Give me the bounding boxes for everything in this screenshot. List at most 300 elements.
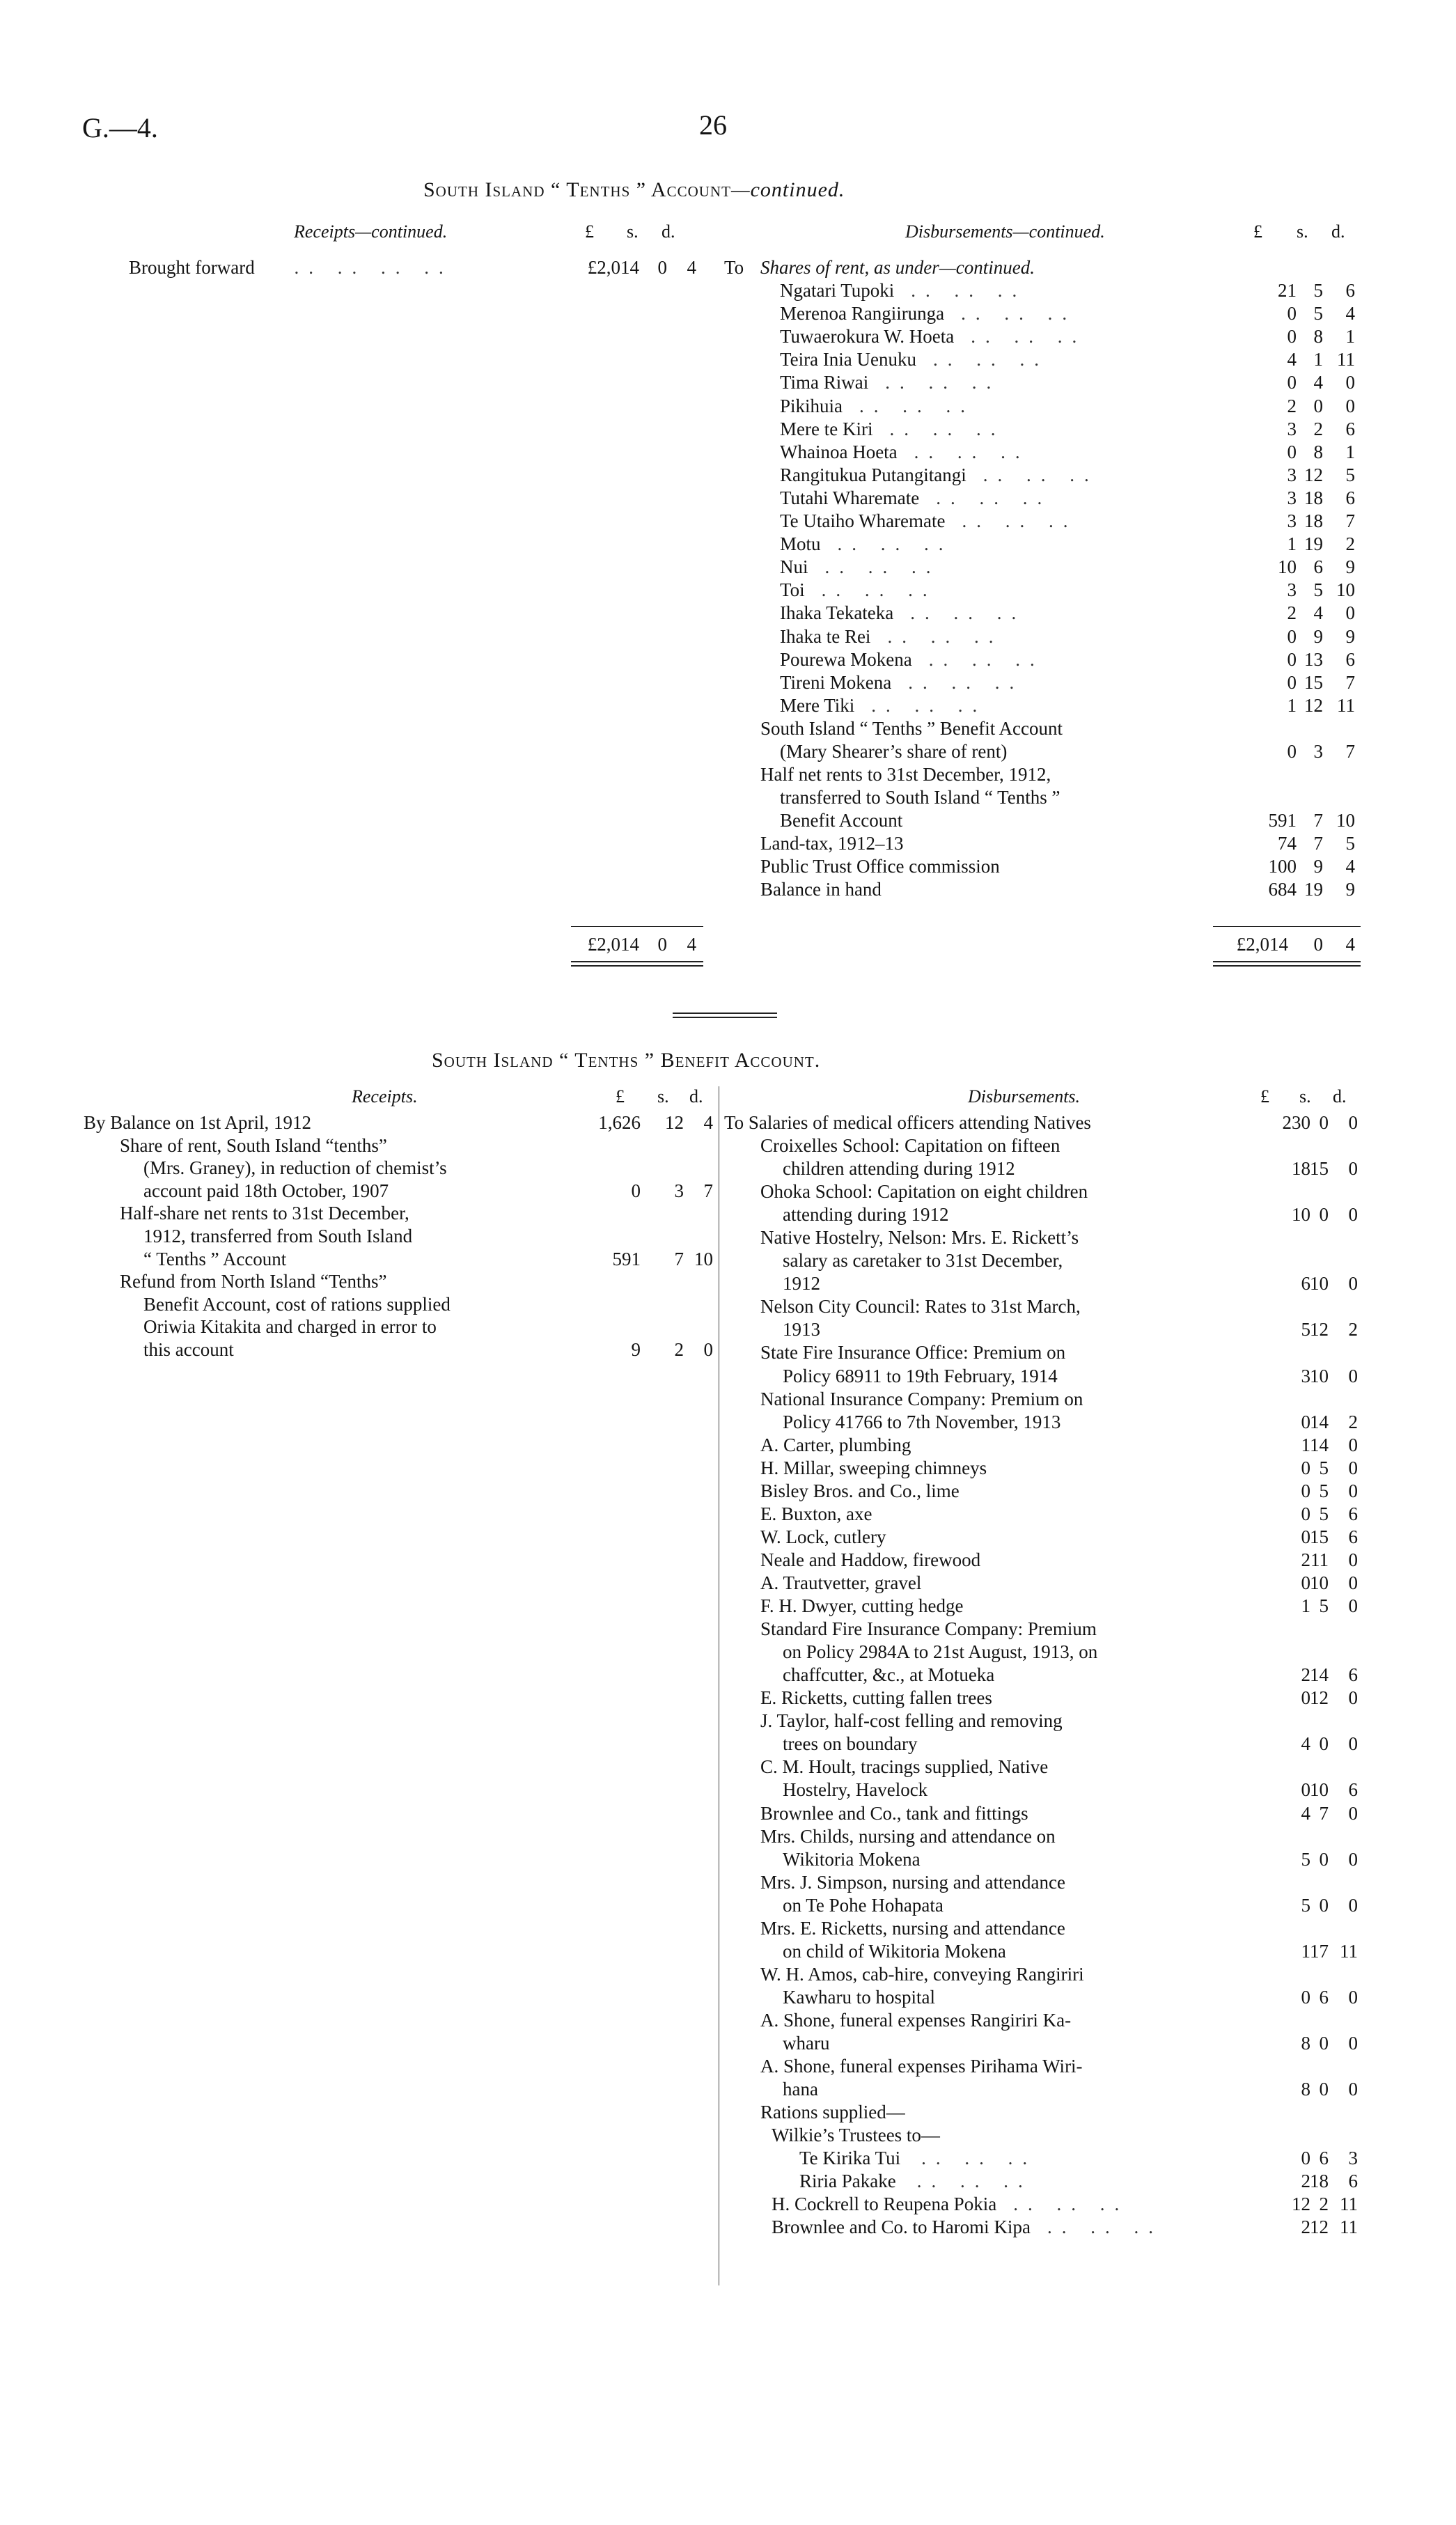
amount-pounds: 2 [1287, 396, 1297, 416]
ration-name: Te Kirika Tui [799, 2148, 901, 2168]
share-name: Motu [780, 533, 821, 554]
amount-shillings: 19 [1304, 533, 1323, 554]
disbursement-line: Mrs. Childs, nursing and attendance on [760, 1826, 1056, 1847]
amount-pounds: 0 [1301, 1503, 1310, 1524]
total-right-pounds: £2,014 [1236, 934, 1288, 955]
amount-shillings: 10 [1310, 1366, 1329, 1386]
dot-leader: .. .. .. [889, 419, 1005, 439]
amount-pounds: 6 [1301, 1273, 1310, 1294]
disbursement-line: 1913 [783, 1319, 820, 1340]
disbursement-line: State Fire Insurance Office: Premium on [760, 1342, 1066, 1363]
unit-pence: d. [689, 1086, 703, 1107]
disbursement-line: Policy 68911 to 19th February, 1914 [783, 1366, 1058, 1386]
disbursement-line: hana [783, 2079, 818, 2100]
unit-pounds: £ [616, 1086, 625, 1107]
amount-pounds: 5 [1301, 1895, 1310, 1916]
disbursement-line: Croixelles School: Capitation on fifteen [760, 1135, 1060, 1156]
amount-pounds: 3 [1287, 510, 1297, 531]
amount-pence: 1 [1345, 326, 1355, 347]
amount-shillings: 18 [1310, 2171, 1329, 2191]
share-name: Whainoa Hoeta [780, 441, 898, 462]
section1-receipts-heading: Receipts—continued. [294, 221, 448, 242]
dot-leader: .. .. .. [983, 464, 1099, 485]
amount-pence: 4 [1345, 856, 1355, 877]
page-number: 26 [699, 109, 727, 141]
disbursement-line: Balance in hand [760, 879, 882, 900]
amount-pence: 9 [1345, 626, 1355, 647]
amount-shillings: 15 [1310, 1158, 1329, 1179]
amount-shillings: 0 [1319, 1849, 1329, 1870]
to-prefix: To [724, 257, 744, 278]
amount-shillings: 12 [1310, 2217, 1329, 2237]
amount-pence: 6 [1345, 419, 1355, 439]
disbursement-line: on Te Pohe Hohapata [783, 1895, 944, 1916]
disbursement-line: children attending during 1912 [783, 1158, 1015, 1179]
amount-shillings: 0 [1319, 2033, 1329, 2054]
dot-leader: .. .. .. [859, 396, 976, 416]
amount-pounds: 591 [1268, 810, 1297, 831]
share-row [780, 395, 975, 418]
dot-leader: .. .. .. [1013, 2194, 1129, 2214]
amount-shillings: 5 [1319, 1595, 1329, 1616]
amount-shillings: 7 [1319, 1803, 1329, 1824]
amount-shillings: 13 [1304, 649, 1323, 670]
amount-pence: 0 [1348, 1595, 1358, 1616]
disbursement-line: transferred to South Island “ Tenths ” [780, 787, 1060, 808]
amount-pounds: 0 [1287, 649, 1297, 670]
disbursement-line: A. Carter, plumbing [760, 1435, 911, 1455]
receipt-line: Benefit Account, cost of rations supplied [143, 1294, 451, 1315]
amount-pounds: 1 [1287, 695, 1297, 716]
amount-pence: 7 [1345, 741, 1355, 762]
disbursement-line: Brownlee and Co., tank and fittings [760, 1803, 1028, 1824]
amount-pence: 6 [1348, 1779, 1358, 1800]
receipt-line: (Mrs. Graney), in reduction of chemist’s [143, 1157, 447, 1178]
amount-shillings: 6 [1319, 1987, 1329, 2008]
unit-shillings: s. [627, 221, 639, 242]
share-name: Toi [780, 579, 805, 600]
share-name: Teira Inia Uenuku [780, 349, 917, 370]
share-row [780, 579, 937, 602]
amount-pence: 11 [1340, 1941, 1358, 1962]
amount-pence: 11 [1340, 2194, 1358, 2214]
amount-shillings: 4 [1313, 372, 1323, 393]
disbursement-line: Public Trust Office commission [760, 856, 1000, 877]
share-row [780, 671, 1024, 694]
amount-pounds: 5 [1301, 1849, 1310, 1870]
amount-shillings: 11 [1310, 1549, 1329, 1570]
amount-pence: 0 [1348, 1480, 1358, 1501]
disbursement-line: on Policy 2984A to 21st August, 1913, on [783, 1641, 1098, 1662]
amount-pence: 2 [1348, 1319, 1358, 1340]
disbursement-line: wharu [783, 2033, 830, 2054]
amount-pence: 3 [1348, 2148, 1358, 2168]
amount-shillings: 14 [1310, 1412, 1329, 1432]
dot-leader: .. .. .. [921, 2148, 1038, 2168]
amount-pence: 0 [1348, 1457, 1358, 1478]
total-left-pence: 4 [687, 934, 696, 955]
receipt-line: Refund from North Island “Tenths” [120, 1271, 387, 1292]
ration-name: Brownlee and Co. to Haromi Kipa [772, 2217, 1031, 2237]
amount-pounds: 0 [1287, 626, 1297, 647]
total-rule [571, 965, 703, 967]
disbursement-line: Hostelry, Havelock [783, 1779, 928, 1800]
disbursement-line: Neale and Haddow, firewood [760, 1549, 981, 1570]
amount-pounds: 3 [1301, 1366, 1310, 1386]
amount-shillings: 0 [1319, 2079, 1329, 2100]
amount-shillings: 6 [1313, 556, 1323, 577]
amount-shillings: 6 [1319, 2148, 1329, 2168]
section2-disb-heading: Disbursements. [968, 1086, 1081, 1107]
receipt-line: 1912, transferred from South Island [143, 1226, 413, 1246]
amount-pence: 0 [1348, 2033, 1358, 2054]
share-row [780, 302, 1077, 325]
amount-shillings: 12 [1304, 464, 1323, 485]
dot-leader: .. .. .. [885, 372, 1001, 393]
ration-row [772, 2193, 1129, 2216]
amount-pence: 7 [703, 1180, 713, 1201]
dot-leader: .. .. .. [824, 556, 941, 577]
amount-pence: 11 [1337, 349, 1355, 370]
amount-pounds: 21 [1278, 280, 1297, 301]
disbursement-line: chaffcutter, &c., at Motueka [783, 1664, 995, 1685]
disbursement-line: Mrs. E. Ricketts, nursing and attendance [760, 1918, 1065, 1939]
ration-row [772, 2216, 1163, 2239]
disbursement-line: Native Hostelry, Nelson: Mrs. E. Rickett’s [760, 1227, 1079, 1248]
amount-pounds: £2,014 [587, 257, 639, 278]
unit-pounds: £ [1260, 1086, 1269, 1107]
share-name: Mere Tiki [780, 695, 855, 716]
amount-pounds: 0 [1287, 741, 1297, 762]
amount-pounds: 0 [1301, 1779, 1310, 1800]
dot-leader: .. .. .. [908, 672, 1024, 693]
dot-leader: .. .. .. [933, 349, 1049, 370]
disbursement-line: on child of Wikitoria Mokena [783, 1941, 1006, 1962]
amount-pounds: 2 [1301, 1664, 1310, 1685]
disbursement-line: (Mary Shearer’s share of rent) [780, 741, 1008, 762]
disbursement-line: Ohoka School: Capitation on eight children [760, 1181, 1088, 1202]
unit-pence: d. [1333, 1086, 1347, 1107]
amount-pence: 4 [703, 1112, 713, 1133]
amount-pounds: 12 [1292, 2194, 1310, 2214]
dot-leader: .. .. .. [821, 579, 937, 600]
subtotal-rule [571, 926, 703, 927]
amount-pence: 0 [1348, 1987, 1358, 2008]
amount-pence: 0 [1348, 1572, 1358, 1593]
total-right-shillings: 0 [1313, 934, 1323, 955]
amount-shillings: 5 [1313, 280, 1323, 301]
dot-leader: .. .. .. [837, 533, 953, 554]
amount-pounds: 1 [1301, 1595, 1310, 1616]
amount-pence: 11 [1337, 695, 1355, 716]
disbursement-line: salary as caretaker to 31st December, [783, 1250, 1063, 1271]
share-row [780, 510, 1078, 533]
dot-leader: .. .. .. [887, 626, 1003, 647]
page-ref: G.—4. [82, 112, 158, 143]
share-row [780, 441, 1030, 464]
amount-pounds: 9 [631, 1339, 641, 1360]
amount-shillings: 2 [1319, 2194, 1329, 2214]
amount-shillings: 12 [665, 1112, 684, 1133]
disbursement-line: National Insurance Company: Premium on [760, 1389, 1083, 1409]
total-right-pence: 4 [1345, 934, 1355, 955]
amount-pence: 11 [1340, 2217, 1358, 2237]
share-name: Nui [780, 556, 808, 577]
amount-shillings: 0 [1319, 1733, 1329, 1754]
ration-name: Riria Pakake [799, 2171, 896, 2191]
share-name: Mere te Kiri [780, 419, 873, 439]
share-row [780, 556, 941, 579]
amount-pence: 6 [1348, 1526, 1358, 1547]
rations-heading: Rations supplied— [760, 2102, 905, 2123]
share-row [780, 464, 1099, 487]
amount-pounds: 3 [1287, 487, 1297, 508]
dot-leader: .. .. .. [962, 510, 1078, 531]
amount-shillings: 2 [674, 1339, 684, 1360]
amount-pence: 6 [1345, 280, 1355, 301]
share-name: Tuwaerokura W. Hoeta [780, 326, 955, 347]
unit-shillings: s. [657, 1086, 669, 1107]
disbursement-line: W. Lock, cutlery [760, 1526, 886, 1547]
amount-shillings: 3 [1313, 741, 1323, 762]
amount-shillings: 5 [1313, 579, 1323, 600]
amount-pounds: 1 [1301, 1435, 1310, 1455]
amount-pounds: 1,626 [598, 1112, 641, 1133]
receipt-line: Half-share net rents to 31st December, [120, 1203, 409, 1224]
disbursement-line: E. Buxton, axe [760, 1503, 872, 1524]
share-name: Merenoa Rangiirunga [780, 303, 945, 324]
amount-pounds: 230 [1282, 1112, 1310, 1133]
amount-pence: 7 [1345, 510, 1355, 531]
amount-pounds: 2 [1287, 602, 1297, 623]
share-row [780, 279, 1026, 302]
receipt-line: account paid 18th October, 1907 [143, 1180, 389, 1201]
amount-pounds: 0 [1301, 1526, 1310, 1547]
receipt-line: Share of rent, South Island “tenths” [120, 1135, 387, 1156]
amount-shillings: 14 [1310, 1435, 1329, 1455]
disbursement-line: Nelson City Council: Rates to 31st March, [760, 1296, 1081, 1317]
amount-shillings: 10 [1310, 1273, 1329, 1294]
amount-pence: 0 [1348, 1366, 1358, 1386]
amount-pounds: 2 [1301, 2217, 1310, 2237]
total-left-pounds: £2,014 [587, 934, 639, 955]
share-row [780, 487, 1051, 510]
amount-pence: 0 [1348, 1849, 1358, 1870]
amount-shillings: 5 [1313, 303, 1323, 324]
amount-pounds: 0 [1287, 441, 1297, 462]
total-left-shillings: 0 [657, 934, 667, 955]
amount-shillings: 9 [1313, 626, 1323, 647]
amount-pounds: 0 [1301, 2148, 1310, 2168]
disbursement-line: W. H. Amos, cab-hire, conveying Rangiriri [760, 1964, 1084, 1985]
disbursement-line: Kawharu to hospital [783, 1987, 935, 2008]
section2-receipts-heading: Receipts. [352, 1086, 418, 1107]
share-name: Tima Riwai [780, 372, 869, 393]
amount-pence: 6 [1348, 2171, 1358, 2191]
disbursement-line: J. Taylor, half-cost felling and removing [760, 1710, 1063, 1731]
disbursement-line: Half net rents to 31st December, 1912, [760, 764, 1051, 785]
amount-pounds: 2 [1301, 1549, 1310, 1570]
amount-pence: 6 [1348, 1503, 1358, 1524]
receipt-line: By Balance on 1st April, 1912 [84, 1112, 311, 1133]
disbursement-line: C. M. Hoult, tracings supplied, Native [760, 1756, 1049, 1777]
amount-shillings: 18 [1304, 487, 1323, 508]
amount-pence: 0 [1348, 1803, 1358, 1824]
dot-leader: .. .. .. [928, 649, 1044, 670]
disbursement-line: To Salaries of medical officers attending Natives [724, 1112, 1091, 1133]
amount-shillings: 4 [1313, 602, 1323, 623]
share-row [780, 325, 1086, 348]
amount-shillings: 7 [674, 1249, 684, 1269]
amount-pounds: 3 [1287, 464, 1297, 485]
amount-shillings: 7 [1313, 810, 1323, 831]
disbursement-line: F. H. Dwyer, cutting hedge [760, 1595, 964, 1616]
amount-pounds: 0 [1301, 1572, 1310, 1593]
section1-disb-heading: Disbursements—continued. [905, 221, 1105, 242]
amount-shillings: 5 [1319, 1480, 1329, 1501]
amount-pounds: 2 [1301, 2171, 1310, 2191]
amount-shillings: 0 [1319, 1204, 1329, 1225]
amount-pounds: 5 [1301, 1319, 1310, 1340]
amount-pounds: 8 [1301, 2033, 1310, 2054]
disbursement-line: H. Millar, sweeping chimneys [760, 1457, 987, 1478]
amount-pence: 1 [1345, 441, 1355, 462]
amount-pounds: 0 [631, 1180, 641, 1201]
share-name: Tireni Mokena [780, 672, 892, 693]
share-name: Rangitukua Putangitangi [780, 464, 966, 485]
amount-shillings: 19 [1304, 879, 1323, 900]
amount-pounds: 18 [1292, 1158, 1310, 1179]
amount-pence: 0 [1348, 1687, 1358, 1708]
amount-pence: 10 [694, 1249, 713, 1269]
amount-pence: 5 [1345, 464, 1355, 485]
amount-shillings: 10 [1310, 1572, 1329, 1593]
amount-pounds: 100 [1268, 856, 1297, 877]
amount-pounds: 0 [1301, 1412, 1310, 1432]
disbursement-line: Benefit Account [780, 810, 903, 831]
amount-pounds: 3 [1287, 419, 1297, 439]
total-rule [1213, 961, 1361, 962]
share-name: Ihaka Tekateka [780, 602, 894, 623]
disbursement-line: 1912 [783, 1273, 820, 1294]
amount-pounds: 1 [1287, 533, 1297, 554]
section-divider [673, 1013, 777, 1014]
amount-shillings: 12 [1310, 1319, 1329, 1340]
share-row [780, 418, 1005, 441]
disbursement-line: attending during 1912 [783, 1204, 949, 1225]
section2-title: South Island “ Tenths ” Benefit Account. [432, 1049, 821, 1072]
share-row [780, 648, 1044, 671]
total-rule [571, 961, 703, 962]
unit-pence: d. [662, 221, 675, 242]
wilkie-heading: Wilkie’s Trustees to— [772, 2125, 940, 2145]
unit-pounds: £ [1253, 221, 1262, 242]
amount-shillings: 15 [1304, 672, 1323, 693]
dot-leader: .. .. .. [910, 602, 1026, 623]
amount-pounds: 4 [1287, 349, 1297, 370]
amount-pounds: 0 [1287, 303, 1297, 324]
amount-shillings: 1 [1313, 349, 1323, 370]
disbursement-line: South Island “ Tenths ” Benefit Account [760, 718, 1063, 739]
disbursement-line: Bisley Bros. and Co., lime [760, 1480, 960, 1501]
unit-shillings: s. [1297, 221, 1308, 242]
amount-pence: 0 [1345, 372, 1355, 393]
share-name: Ngatari Tupoki [780, 280, 895, 301]
share-row [780, 348, 1049, 371]
amount-pence: 0 [703, 1339, 713, 1360]
amount-pounds: 3 [1287, 579, 1297, 600]
amount-pounds: 0 [1287, 672, 1297, 693]
amount-pounds: 74 [1278, 833, 1297, 854]
amount-pounds: 0 [1301, 1987, 1310, 2008]
receipt-line: “ Tenths ” Account [143, 1249, 287, 1269]
amount-pence: 0 [1348, 1273, 1358, 1294]
amount-shillings: 0 [657, 257, 667, 278]
amount-shillings: 0 [1319, 1895, 1329, 1916]
amount-pence: 9 [1345, 879, 1355, 900]
subtotal-rule [1213, 926, 1361, 927]
dot-leader: .. .. .. [871, 695, 987, 716]
amount-pounds: 684 [1268, 879, 1297, 900]
amount-pence: 4 [687, 257, 696, 278]
share-row [780, 625, 1003, 648]
unit-pence: d. [1331, 221, 1345, 242]
amount-shillings: 0 [1319, 1112, 1329, 1133]
amount-pence: 0 [1345, 396, 1355, 416]
disbursement-line: A. Trautvetter, gravel [760, 1572, 922, 1593]
amount-pounds: 4 [1301, 1733, 1310, 1754]
share-row [780, 533, 953, 556]
amount-pounds: 10 [1278, 556, 1297, 577]
dot-leader: .. .. .. [1047, 2217, 1163, 2237]
amount-pence: 9 [1345, 556, 1355, 577]
amount-pounds: 0 [1301, 1480, 1310, 1501]
dot-leader: .. .. .. [971, 326, 1087, 347]
amount-pence: 5 [1345, 833, 1355, 854]
amount-pence: 0 [1348, 1435, 1358, 1455]
ration-row [799, 2170, 1033, 2193]
amount-pence: 0 [1348, 1549, 1358, 1570]
dot-leader: .. .. .. [916, 2171, 1033, 2191]
dot-leader: .. .. .. [914, 441, 1030, 462]
amount-shillings: 5 [1319, 1457, 1329, 1478]
disbursement-line: Mrs. J. Simpson, nursing and attendance [760, 1872, 1065, 1893]
shares-heading: Shares of rent, as under—continued. [760, 257, 1035, 278]
amount-shillings: 3 [674, 1180, 684, 1201]
share-name: Pikihuia [780, 396, 843, 416]
ration-row [799, 2147, 1037, 2170]
amount-pence: 7 [1345, 672, 1355, 693]
amount-pounds: 0 [1287, 326, 1297, 347]
amount-shillings: 8 [1313, 326, 1323, 347]
share-row [780, 602, 1026, 625]
amount-shillings: 5 [1319, 1503, 1329, 1524]
amount-shillings: 7 [1313, 833, 1323, 854]
disbursement-line: A. Shone, funeral expenses Pirihama Wiri- [760, 2056, 1083, 2077]
disbursement-line: Standard Fire Insurance Company: Premium [760, 1618, 1097, 1639]
unit-pounds: £ [585, 221, 594, 242]
amount-pence: 10 [1336, 810, 1355, 831]
disbursement-line: Policy 41766 to 7th November, 1913 [783, 1412, 1061, 1432]
amount-pence: 0 [1345, 602, 1355, 623]
disbursement-line: A. Shone, funeral expenses Rangiriri Ka- [760, 2010, 1072, 2031]
amount-pence: 10 [1336, 579, 1355, 600]
amount-pence: 4 [1345, 303, 1355, 324]
amount-pence: 2 [1345, 533, 1355, 554]
amount-shillings: 14 [1310, 1664, 1329, 1685]
amount-shillings: 8 [1313, 441, 1323, 462]
amount-pence: 6 [1348, 1664, 1358, 1685]
